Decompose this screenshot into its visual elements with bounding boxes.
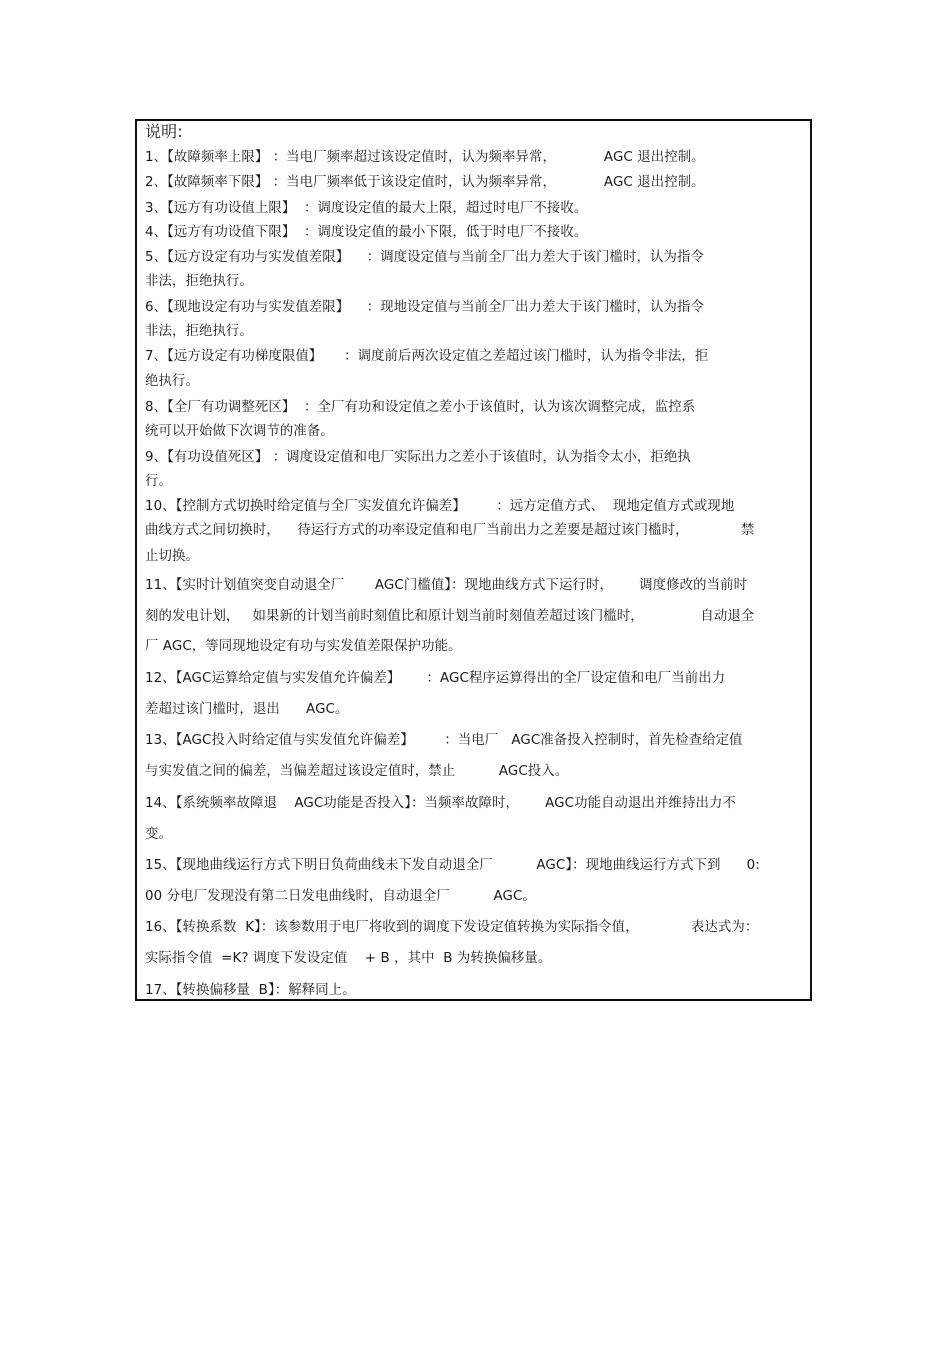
item-5-line-2: 非法，拒绝执行。 [145,274,253,289]
item-13-line-2: 与实发值之间的偏差，当偏差超过该设定值时，禁止 AGC投入。 [145,764,569,779]
item-14-line-2: 变。 [145,827,172,842]
item-2-line-1: 2、【故障频率下限】 ：当电厂频率低于该设定值时，认为频率异常， AGC 退出控制。 [145,175,705,190]
item-4-line-1: 4、【远方有功设值下限】 ：调度设定值的最小下限，低于时电厂不接收。 [145,225,588,240]
item-11-line-1: 11、【实时计划值突变自动退全厂 AGC门槛值】：现地曲线方式下运行时， 调度修改的当前时 [145,578,748,593]
item-12-line-1: 12、【AGC运算给定值与实发值允许偏差】 ：AGC程序运算得出的全厂设定值和电厂当前出力 [145,671,726,686]
item-7-line-2: 绝执行。 [145,374,199,389]
item-9-line-2: 行。 [145,474,172,489]
item-15-line-1: 15、【现地曲线运行方式下明日负荷曲线未下发自动退全厂 AGC】：现地曲线运行方式下到 0: [145,858,760,873]
item-8-line-1: 8、【全厂有功调整死区】 ：全厂有功和设定值之差小于该值时，认为该次调整完成，监控系 [145,400,696,415]
description-box [135,119,812,1001]
item-13-line-1: 13、【AGC投入时给定值与实发值允许偏差】 ：当电厂 AGC准备投入控制时，首先检查给定值 [145,733,743,748]
item-14-line-1: 14、【系统频率故障退 AGC功能是否投入】：当频率故障时， AGC功能自动退出并维持出力不 [145,796,736,811]
item-7-line-1: 7、【远方设定有功梯度限值】 ：调度前后两次设定值之差超过该门槛时，认为指令非法，拒 [145,349,709,364]
item-3-line-1: 3、【远方有功设值上限】 ：调度设定值的最大上限，超过时电厂不接收。 [145,201,588,216]
item-16-line-2: 实际指令值 =K? 调度下发设定值 + B ，其中 B 为转换偏移量。 [145,951,552,966]
item-10-line-3: 止切换。 [145,549,199,564]
item-6-line-1: 6、【现地设定有功与实发值差限】 ：现地设定值与当前全厂出力差大于该门槛时，认为指令 [145,300,704,315]
item-8-line-2: 统可以开始做下次调节的准备。 [145,424,334,439]
item-10-line-2: 曲线方式之间切换时， 待运行方式的功率设定值和电厂当前出力之差要是超过该门槛时， 禁 [145,523,755,538]
item-9-line-1: 9、【有功设值死区】 ：调度设定值和电厂实际出力之差小于该值时，认为指令太小，拒绝执 [145,450,691,465]
item-6-line-2: 非法，拒绝执行。 [145,324,253,339]
item-11-line-3: 厂 AGC，等同现地设定有功与实发值差限保护功能。 [145,639,462,654]
item-17-line-1: 17、【转换偏移量 B】：解释同上。 [145,983,356,998]
item-16-line-1: 16、【转换系数 K】：该参数用于电厂将收到的调度下发设定值转换为实际指令值， 表达式为： [145,920,759,935]
item-12-line-2: 差超过该门槛时，退出 AGC。 [145,702,349,717]
item-10-line-1: 10、【控制方式切换时给定值与全厂实发值允许偏差】 ：远方定值方式、 现地定值方式或现地 [145,499,735,514]
item-15-line-2: 00 分电厂发现没有第二日发电曲线时，自动退全厂 AGC。 [145,889,536,904]
item-11-line-2: 刻的发电计划， 如果新的计划当前时刻值比和原计划当前时刻值差超过该门槛时， 自动退全 [145,609,755,624]
description-title: 说明: [145,122,183,141]
item-5-line-1: 5、【远方设定有功与实发值差限】 ：调度设定值与当前全厂出力差大于该门槛时，认为指令 [145,250,704,265]
item-1-line-1: 1、【故障频率上限】 ：当电厂频率超过该设定值时，认为频率异常， AGC 退出控制。 [145,150,705,165]
